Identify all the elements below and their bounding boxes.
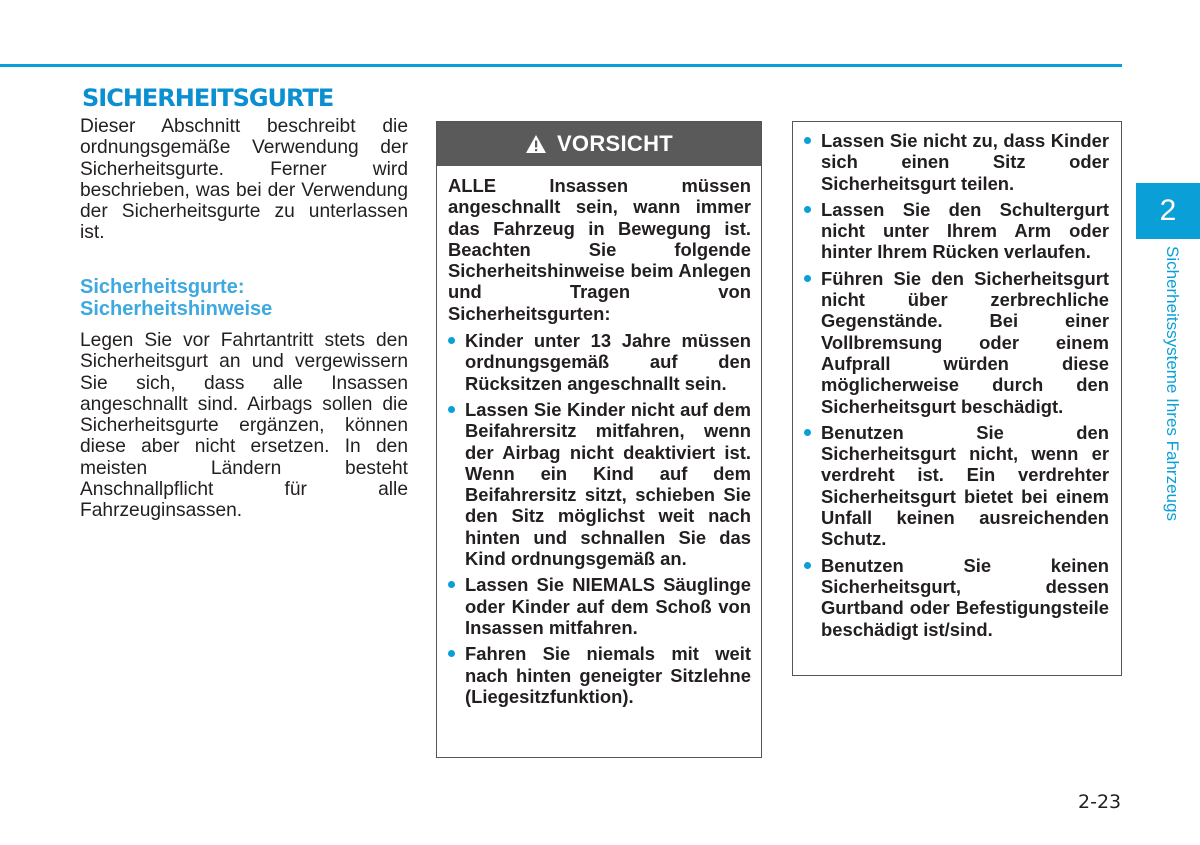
subsection-heading-line2: Sicherheitshinweise: [80, 298, 273, 320]
list-item: Kinder unter 13 Jahre müssen ordnungsgemäß auf den Rücksitzen angeschnallt sein.: [448, 330, 751, 394]
bullet-icon: [804, 429, 811, 436]
intro-paragraph: [80, 116, 408, 244]
bullet-icon: [448, 406, 455, 413]
chapter-tab: 2: [1136, 183, 1200, 239]
bullet-icon: [448, 337, 455, 344]
list-item: Fahren Sie niemals mit weit nach hinten geneigter Sitzlehne (Liegesitzfunktion).: [448, 643, 751, 707]
bullet-icon: [804, 275, 811, 282]
subsection-paragraph: [80, 330, 408, 522]
list-item: Benutzen Sie keinen Sicherheitsgurt, dessen Gurtband oder Befestigungsteile beschädigt ist/sind.: [804, 555, 1109, 640]
caution-label: VORSICHT: [556, 131, 674, 156]
top-rule: [0, 64, 1122, 67]
caution-list: [448, 330, 751, 707]
list-item: Lassen Sie Kinder nicht auf dem Beifahrersitz mitfahren, wenn der Airbag nicht deaktiviert ist. Wenn ein Kind auf dem Beifahrersitz sitzt, schieben Sie den Sitz möglichst weit nach hinten und schnallen Sie das Kind ordnungsgemäß an.: [448, 399, 751, 569]
bullet-icon: [804, 137, 811, 144]
subsection-text: Legen Sie vor Fahrtantritt stets den Sicherheitsgurt an und vergewissern Sie sich, dass alle Insassen angeschnallt sind. Airbags sollen die Sicherheitsgurte ergänzen, können diese aber nicht ersetzen. In den meisten Ländern besteht Anschnallpflicht für alle Fahrzeuginsassen.: [80, 330, 408, 522]
list-item: Lassen Sie nicht zu, dass Kinder sich einen Sitz oder Sicherheitsgurt teilen.: [804, 130, 1109, 194]
list-item: Benutzen Sie den Sicherheitsgurt nicht, wenn er verdreht ist. Ein verdrehter Sicherheitsgurt bietet bei einem Unfall keinen ausreichenden Schutz.: [804, 422, 1109, 550]
bullet-icon: [448, 581, 455, 588]
section-title: SICHERHEITSGURTE: [82, 84, 334, 112]
caution-box: [436, 121, 762, 758]
bullet-icon: [448, 650, 455, 657]
list-item: Lassen Sie NIEMALS Säuglinge oder Kinder auf dem Schoß von Insassen mitfahren.: [448, 574, 751, 638]
bullet-icon: [804, 206, 811, 213]
chapter-title: Sicherheitssysteme Ihres Fahrzeugs: [1163, 246, 1182, 521]
subsection-heading: [80, 276, 410, 320]
warning-triangle-icon: [525, 134, 547, 154]
caution-body: [437, 166, 761, 707]
intro-text: Dieser Abschnitt beschreibt die ordnungsgemäße Verwendung der Sicherheitsgurte. Ferner wird beschrieben, was bei der Verwendung der Sicherheitsgurte zu unterlassen ist.: [80, 116, 408, 244]
caution-header: [437, 122, 761, 166]
caution-intro: ALLE Insassen müssen angeschnallt sein, wann immer das Fahrzeug in Bewegung ist. Beachten Sie folgende Sicherheitshinweise beim Anlegen und Tragen von Sicherheitsgurten:: [448, 175, 751, 324]
list-item: Lassen Sie den Schultergurt nicht unter Ihrem Arm oder hinter Ihrem Rücken verlaufen.: [804, 199, 1109, 263]
subsection-heading-line1: Sicherheitsgurte:: [80, 276, 245, 298]
list-item: Führen Sie den Sicherheitsgurt nicht über zerbrechliche Gegenstände. Bei einer Vollbremsung oder einem Aufprall würden diese möglicherweise durch den Sicherheitsgurt beschädigt.: [804, 268, 1109, 417]
page-number: 2-23: [1078, 791, 1122, 813]
continued-list: [804, 130, 1109, 640]
caution-continued-box: [792, 121, 1122, 676]
bullet-icon: [804, 562, 811, 569]
